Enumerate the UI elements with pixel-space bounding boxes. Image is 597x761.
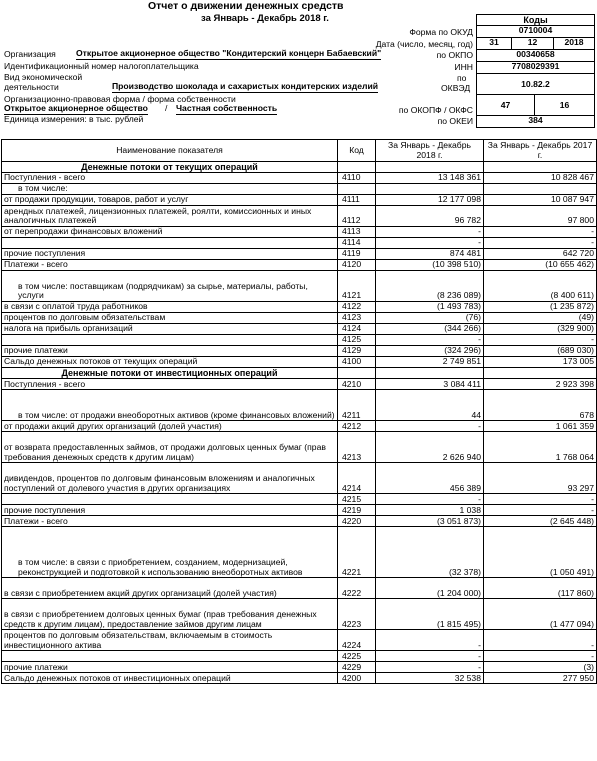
table-row <box>2 662 597 673</box>
row-name: прочие платежи <box>2 346 338 357</box>
table-header-row <box>2 140 597 162</box>
okpo-code: 00340658 <box>476 50 595 62</box>
okopf-label: по ОКОПФ / ОКФС <box>398 105 473 115</box>
okei-code: 384 <box>476 116 595 128</box>
row-code: 4213 <box>338 432 376 463</box>
okved-label-2: ОКВЭД <box>441 83 471 93</box>
row-value-2018: - <box>376 227 484 238</box>
row-value-2017: (1 477 094) <box>484 599 597 630</box>
ownership-form: Частная собственность <box>176 103 278 113</box>
row-code: 4224 <box>338 630 376 651</box>
row-name: Денежные потоки от инвестиционных операций <box>2 368 338 379</box>
row-code: 4110 <box>338 173 376 184</box>
okved-code: 10.82.2 <box>476 74 595 95</box>
inn-label: ИНН <box>454 62 473 72</box>
okfs-code: 16 <box>534 95 595 116</box>
row-name: арендных платежей, лицензионных платежей, роялти, комиссионных и иных аналогичных платежей <box>2 206 338 227</box>
row-code: 4111 <box>338 195 376 206</box>
row-code: 4113 <box>338 227 376 238</box>
row-value-2018: (324 296) <box>376 346 484 357</box>
row-code: 4200 <box>338 673 376 684</box>
table-row <box>2 184 597 195</box>
row-name: в том числе: от продажи внеоборотных активов (кроме финансовых вложений) <box>2 390 338 421</box>
table-row <box>2 368 597 379</box>
inn-label-left: Идентификационный номер налогоплательщика <box>4 61 199 71</box>
row-code: 4114 <box>338 238 376 249</box>
row-value-2018: - <box>376 630 484 651</box>
table-row <box>2 195 597 206</box>
row-value-2017: (1 050 491) <box>484 527 597 578</box>
row-code: 4112 <box>338 206 376 227</box>
col-header-name: Наименование показателя <box>2 140 338 162</box>
row-code: 4124 <box>338 324 376 335</box>
table-row <box>2 390 597 421</box>
date-label: Дата (число, месяц, год) <box>375 39 473 49</box>
table-row <box>2 260 597 271</box>
row-value-2018: 3 084 411 <box>376 379 484 390</box>
row-name: прочие поступления <box>2 249 338 260</box>
table-row <box>2 505 597 516</box>
table-row <box>2 324 597 335</box>
col-header-code: Код <box>338 140 376 162</box>
row-name: налога на прибыль организаций <box>2 324 338 335</box>
row-value-2017: 1 768 064 <box>484 432 597 463</box>
okopf-code: 47 <box>476 95 535 116</box>
row-value-2017 <box>484 184 597 195</box>
row-code <box>338 162 376 173</box>
table-row <box>2 578 597 599</box>
row-value-2018: (344 266) <box>376 324 484 335</box>
row-name: в том числе: поставщикам (подрядчикам) за сырье, материалы, работы, услуги <box>2 271 338 302</box>
table-row <box>2 162 597 173</box>
report-header <box>0 0 597 138</box>
table-row <box>2 335 597 346</box>
table-row <box>2 516 597 527</box>
row-name: Сальдо денежных потоков от инвестиционных операций <box>2 673 338 684</box>
okved-label-1: по <box>457 73 467 83</box>
row-code: 4119 <box>338 249 376 260</box>
row-code <box>338 184 376 195</box>
row-name: Поступления - всего <box>2 379 338 390</box>
table-row <box>2 630 597 651</box>
legal-form: Открытое акционерное общество <box>4 103 148 113</box>
row-value-2017 <box>484 368 597 379</box>
row-value-2017: 97 800 <box>484 206 597 227</box>
row-name: в связи с приобретением долговых ценных бумаг (прав требования денежных средств к другим лицам), предоставление займов другим лицам <box>2 599 338 630</box>
row-value-2018: - <box>376 662 484 673</box>
row-value-2018: - <box>376 494 484 505</box>
row-value-2018: 44 <box>376 390 484 421</box>
table-row <box>2 302 597 313</box>
cash-flow-table <box>1 139 596 684</box>
date-year: 2018 <box>553 38 595 50</box>
row-value-2018 <box>376 368 484 379</box>
table-row <box>2 599 597 630</box>
row-name: Поступления - всего <box>2 173 338 184</box>
row-value-2018: 2 749 851 <box>376 357 484 368</box>
row-value-2018: - <box>376 238 484 249</box>
row-code: 4121 <box>338 271 376 302</box>
row-value-2018 <box>376 162 484 173</box>
row-code: 4122 <box>338 302 376 313</box>
row-code: 4229 <box>338 662 376 673</box>
row-name: в связи с приобретением акций других организаций (долей участия) <box>2 578 338 599</box>
row-value-2017: 2 923 398 <box>484 379 597 390</box>
row-code: 4215 <box>338 494 376 505</box>
row-value-2018: - <box>376 651 484 662</box>
report-period: за Январь - Декабрь 2018 г. <box>201 13 329 24</box>
row-value-2018: 13 148 361 <box>376 173 484 184</box>
unit-label: Единица измерения: <box>4 114 87 124</box>
row-value-2017: (689 030) <box>484 346 597 357</box>
date-month: 12 <box>511 38 554 50</box>
table-row <box>2 173 597 184</box>
row-name: дивидендов, процентов по долговым финансовым вложениям и аналогичных поступлений от долевого участия в других организациях <box>2 463 338 494</box>
legal-form-label: Организационно-правовая форма / форма собственности <box>4 94 236 104</box>
row-value-2017: (2 645 448) <box>484 516 597 527</box>
row-name: от перепродажи финансовых вложений <box>2 227 338 238</box>
row-value-2018: (32 378) <box>376 527 484 578</box>
row-name: от возврата предоставленных займов, от продажи долговых ценных бумаг (прав требования денежных средств к другим лицам) <box>2 432 338 463</box>
table-row <box>2 421 597 432</box>
row-value-2017: - <box>484 227 597 238</box>
row-value-2017 <box>484 162 597 173</box>
row-name <box>2 335 338 346</box>
row-value-2017: 642 720 <box>484 249 597 260</box>
row-value-2018: 456 389 <box>376 463 484 494</box>
row-name: прочие платежи <box>2 662 338 673</box>
legal-separator: / <box>165 103 168 113</box>
row-name: Платежи - всего <box>2 260 338 271</box>
table-row <box>2 346 597 357</box>
unit-value: в тыс. рублей <box>89 114 144 124</box>
row-value-2017: 277 950 <box>484 673 597 684</box>
row-code <box>338 368 376 379</box>
row-value-2018: (76) <box>376 313 484 324</box>
row-code: 4123 <box>338 313 376 324</box>
row-name: Платежи - всего <box>2 516 338 527</box>
row-value-2017: (1 235 872) <box>484 302 597 313</box>
table-row <box>2 357 597 368</box>
inn-code: 7708029391 <box>476 62 595 74</box>
row-name: процентов по долговым обязательствам, включаемым в стоимость инвестиционного актива <box>2 630 338 651</box>
row-value-2017: (3) <box>484 662 597 673</box>
row-value-2018: 874 481 <box>376 249 484 260</box>
row-value-2018: (1 815 495) <box>376 599 484 630</box>
row-name: Денежные потоки от текущих операций <box>2 162 338 173</box>
table-body <box>2 162 597 684</box>
row-value-2018: 2 626 940 <box>376 432 484 463</box>
row-value-2017: - <box>484 494 597 505</box>
row-name: в том числе: в связи с приобретением, созданием, модернизацией, реконструкцией и подготовкой к использованию внеоборотных активов <box>2 527 338 578</box>
table-row <box>2 249 597 260</box>
activity-label-1: Вид экономической <box>4 72 83 82</box>
row-value-2018: (10 398 510) <box>376 260 484 271</box>
row-code: 4222 <box>338 578 376 599</box>
table-row <box>2 271 597 302</box>
row-value-2018: - <box>376 421 484 432</box>
table-row <box>2 494 597 505</box>
row-value-2018: (3 051 873) <box>376 516 484 527</box>
date-day: 31 <box>476 38 512 50</box>
row-value-2017: (8 400 611) <box>484 271 597 302</box>
row-name: в связи с оплатой труда работников <box>2 302 338 313</box>
row-value-2017: 1 061 359 <box>484 421 597 432</box>
row-name: от продажи акций других организаций (долей участия) <box>2 421 338 432</box>
row-code: 4120 <box>338 260 376 271</box>
row-value-2017: 10 828 467 <box>484 173 597 184</box>
row-code: 4214 <box>338 463 376 494</box>
activity-name: Производство шоколада и сахаристых кондитерских изделий <box>112 81 379 91</box>
row-code: 4125 <box>338 335 376 346</box>
row-code: 4223 <box>338 599 376 630</box>
row-name: от продажи продукции, товаров, работ и услуг <box>2 195 338 206</box>
row-name: в том числе: <box>2 184 338 195</box>
row-name: прочие поступления <box>2 505 338 516</box>
row-value-2017: 93 297 <box>484 463 597 494</box>
row-value-2018: - <box>376 335 484 346</box>
table-row <box>2 227 597 238</box>
table-row <box>2 238 597 249</box>
row-value-2018: (1 204 000) <box>376 578 484 599</box>
row-value-2017: 10 087 947 <box>484 195 597 206</box>
row-name: процентов по долговым обязательствам <box>2 313 338 324</box>
row-code: 4219 <box>338 505 376 516</box>
table-row <box>2 651 597 662</box>
row-value-2018: (8 236 089) <box>376 271 484 302</box>
table-row <box>2 432 597 463</box>
row-name <box>2 651 338 662</box>
row-code: 4210 <box>338 379 376 390</box>
row-name <box>2 494 338 505</box>
row-value-2017: - <box>484 238 597 249</box>
row-code: 4221 <box>338 527 376 578</box>
okei-label: по ОКЕИ <box>437 116 473 126</box>
row-value-2017: 678 <box>484 390 597 421</box>
activity-label-2: деятельности <box>4 82 59 92</box>
table-row <box>2 673 597 684</box>
row-value-2018: 96 782 <box>376 206 484 227</box>
row-code: 4212 <box>338 421 376 432</box>
row-value-2017: - <box>484 335 597 346</box>
col-header-2018: За Январь - Декабрь 2018 г. <box>376 140 484 162</box>
report-title: Отчет о движении денежных средств <box>148 0 344 12</box>
row-value-2017: (49) <box>484 313 597 324</box>
row-value-2018: 32 538 <box>376 673 484 684</box>
row-name: Сальдо денежных потоков от текущих операций <box>2 357 338 368</box>
row-value-2018: 12 177 098 <box>376 195 484 206</box>
row-name <box>2 238 338 249</box>
table-row <box>2 313 597 324</box>
row-value-2017: - <box>484 630 597 651</box>
row-value-2017: (329 900) <box>484 324 597 335</box>
table-row <box>2 527 597 578</box>
okud-label: Форма по ОКУД <box>409 27 473 37</box>
row-code: 4129 <box>338 346 376 357</box>
row-value-2018: 1 038 <box>376 505 484 516</box>
row-value-2017: - <box>484 505 597 516</box>
row-code: 4225 <box>338 651 376 662</box>
table-row <box>2 463 597 494</box>
row-value-2018 <box>376 184 484 195</box>
row-value-2017: (10 655 462) <box>484 260 597 271</box>
row-value-2017: 173 005 <box>484 357 597 368</box>
org-label: Организация <box>4 49 56 59</box>
table-row <box>2 206 597 227</box>
row-value-2017: (117 860) <box>484 578 597 599</box>
row-code: 4211 <box>338 390 376 421</box>
table-row <box>2 379 597 390</box>
org-name: Открытое акционерное общество "Кондитерский концерн Бабаевский" <box>76 48 382 58</box>
row-code: 4220 <box>338 516 376 527</box>
col-header-2017: За Январь - Декабрь 2017 г. <box>484 140 597 162</box>
codes-header: Коды <box>476 14 595 26</box>
row-value-2017: - <box>484 651 597 662</box>
okpo-label: по ОКПО <box>436 50 473 60</box>
row-value-2018: (1 493 783) <box>376 302 484 313</box>
row-code: 4100 <box>338 357 376 368</box>
okud-code: 0710004 <box>476 26 595 38</box>
